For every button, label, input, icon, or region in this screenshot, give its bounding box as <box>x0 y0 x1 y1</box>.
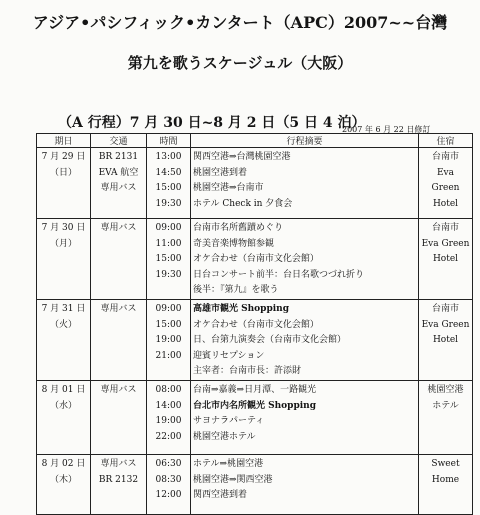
cell-time-line: 11:00 <box>155 238 182 249</box>
cell-transport-line: 専用バス <box>100 304 137 314</box>
cell-date-line: 7 月 29 日 <box>41 152 86 162</box>
cell-transport-line: BR 2132 <box>98 474 139 485</box>
cell-time-line <box>149 364 188 380</box>
cell-time <box>147 300 191 381</box>
column-header-lodging: 住宿 <box>419 134 473 148</box>
cell-time-line <box>149 283 188 299</box>
document-title: アジア•パシフィック•カンタート（APC）2007~~台灣 <box>32 13 448 32</box>
cell-lodging-line: 台南市 <box>431 152 459 162</box>
cell-itinerary-line: 日台コンサート前半：台日名歌つづれ折り <box>193 269 365 280</box>
cell-date-line: 7 月 30 日 <box>41 223 86 233</box>
cell-itinerary-line: 桃園空港⇒関西空港 <box>193 474 273 485</box>
cell-transport <box>91 455 147 515</box>
cell-time-line: 09:00 <box>155 304 182 314</box>
cell-date-line: 8 月 02 日 <box>41 459 86 469</box>
cell-itinerary-line: 日、台第九演奏会（台南市文化会館） <box>193 335 347 345</box>
cell-time-line: 22:00 <box>155 431 182 442</box>
cell-lodging-line: Eva Green <box>421 238 470 249</box>
cell-lodging-line: Eva Green <box>421 319 470 330</box>
cell-time-line: 15:00 <box>155 183 182 193</box>
cell-date <box>37 381 91 455</box>
cell-date-line: 7 月 31 日 <box>41 304 86 314</box>
cell-itinerary-line: 台北市内名所観光 Shopping <box>193 400 317 411</box>
schedule-table <box>36 133 473 515</box>
cell-transport <box>91 300 147 381</box>
cell-itinerary-line: 桃園空港⇒台南市 <box>193 183 264 193</box>
cell-transport <box>91 148 147 219</box>
cell-time-line: 08:30 <box>155 474 182 485</box>
cell-itinerary <box>191 148 419 219</box>
cell-date-line: （日） <box>49 167 77 178</box>
cell-time <box>147 381 191 455</box>
cell-date-line: （月） <box>49 238 77 249</box>
cell-time-line: 15:00 <box>155 254 182 264</box>
cell-itinerary-line: ホテル⇒桃園空港 <box>193 459 264 469</box>
cell-transport-line: 専用バス <box>100 223 137 233</box>
cell-time-line: 15:00 <box>155 319 182 330</box>
cell-lodging <box>419 148 473 219</box>
cell-itinerary-line: 台南⇒嘉義⇒日月潭、一路観光 <box>193 385 317 395</box>
table-row <box>37 381 473 455</box>
cell-time-line: 14:50 <box>155 167 182 178</box>
cell-time <box>147 148 191 219</box>
cell-itinerary <box>191 300 419 381</box>
cell-transport-line: 専用バス <box>100 385 137 395</box>
cell-lodging-line: ホテル <box>432 400 459 411</box>
cell-date-line: （火） <box>49 319 77 330</box>
cell-date <box>37 219 91 300</box>
cell-time-line: 12:00 <box>155 490 182 500</box>
cell-time <box>147 455 191 515</box>
cell-time-line: 19:30 <box>155 269 182 280</box>
cell-transport-line: EVA 航空 <box>98 167 139 178</box>
cell-itinerary-line: 高雄市観光 Shopping <box>193 304 290 314</box>
cell-time-line: 21:00 <box>155 350 182 361</box>
cell-itinerary-line: 主宰者：台南市長：許添財 <box>193 366 302 376</box>
column-header-itinerary: 行程摘要 <box>191 134 419 148</box>
cell-itinerary-line: 関西空港⇒台灣桃園空港 <box>193 152 291 162</box>
table-row <box>37 300 473 381</box>
table-row <box>37 148 473 219</box>
cell-time-line: 09:00 <box>155 223 182 233</box>
cell-lodging-line: Hotel <box>432 198 459 209</box>
cell-time-line: 13:00 <box>155 152 182 162</box>
cell-lodging-line: Eva <box>436 167 455 178</box>
cell-itinerary-line: 奇美音楽博物館参観 <box>193 238 275 249</box>
cell-transport-line: BR 2131 <box>98 152 139 162</box>
table-header-row <box>37 134 473 148</box>
cell-date <box>37 148 91 219</box>
cell-lodging-line: Home <box>431 474 460 485</box>
cell-lodging <box>419 219 473 300</box>
cell-itinerary-line: 台南市名所舊蹟めぐり <box>193 223 284 233</box>
cell-date-line: （木） <box>49 474 77 485</box>
cell-transport <box>91 381 147 455</box>
cell-time-line: 19:00 <box>155 416 182 426</box>
cell-date-line: 8 月 01 日 <box>41 385 86 395</box>
cell-time-line: 14:00 <box>155 400 182 411</box>
column-header-date: 期日 <box>37 134 91 148</box>
cell-itinerary-line: 後半：『第九』を歌う <box>193 285 279 295</box>
cell-itinerary <box>191 381 419 455</box>
cell-itinerary <box>191 219 419 300</box>
cell-lodging-line: Sweet <box>431 459 460 469</box>
cell-date-line: （水） <box>49 400 77 411</box>
cell-time-line: 06:30 <box>155 459 182 469</box>
cell-itinerary-line: 桃園空港ホテル <box>193 431 256 442</box>
cell-time-line: 19:00 <box>155 335 182 345</box>
cell-itinerary <box>191 455 419 515</box>
table-row <box>37 219 473 300</box>
column-header-transport: 交通 <box>91 134 147 148</box>
cell-date <box>37 455 91 515</box>
cell-time <box>147 219 191 300</box>
cell-itinerary-line: ホテル Check in 夕食会 <box>193 198 293 209</box>
cell-lodging-line: 台南市 <box>431 223 459 233</box>
cell-time-line: 08:00 <box>155 385 182 395</box>
cell-lodging <box>419 300 473 381</box>
cell-transport-line: 専用バス <box>100 183 137 193</box>
cell-itinerary-line: 関西空港到着 <box>193 490 248 500</box>
column-header-time: 時間 <box>147 134 191 148</box>
cell-transport <box>91 219 147 300</box>
cell-date <box>37 300 91 381</box>
cell-itinerary-line: 桃園空港到着 <box>193 167 248 178</box>
revision-date: 2007 年 6 月 22 日修訂 <box>342 125 431 134</box>
itinerary-heading: （A 行程）7 月 30 日~8 月 2 日（5 日 4 泊） <box>58 115 366 131</box>
cell-transport-line: 専用バス <box>100 459 137 469</box>
table-row <box>37 455 473 515</box>
cell-itinerary-line: 迎賓リセプション <box>193 350 265 361</box>
document-subtitle: 第九を歌うスケージュル（大阪） <box>127 54 353 72</box>
cell-lodging <box>419 381 473 455</box>
cell-lodging-line: Hotel <box>432 254 459 264</box>
cell-time-line: 19:30 <box>155 198 182 209</box>
cell-lodging <box>419 455 473 515</box>
cell-lodging-line: Green <box>431 183 460 193</box>
cell-lodging-line: 桃園空港 <box>427 385 464 395</box>
cell-itinerary-line: サヨナラパーティ <box>193 416 265 426</box>
cell-itinerary-line: オケ合わせ（台南市文化会館） <box>193 319 319 330</box>
cell-lodging-line: Hotel <box>432 335 459 345</box>
cell-lodging-line: 台南市 <box>431 304 459 314</box>
cell-itinerary-line: オケ合わせ（台南市文化会館） <box>193 254 319 264</box>
